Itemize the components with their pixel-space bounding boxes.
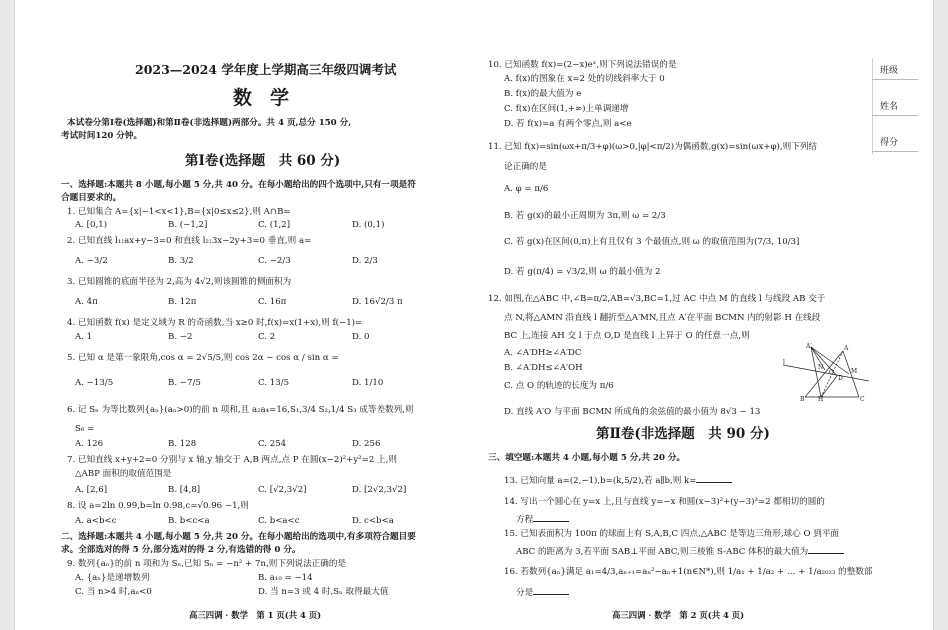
q10-option-c: C. f(x)在区间(1,+∞)上单调递增 bbox=[504, 104, 629, 114]
question-8-stem: 8. 设 a=2ln 0.99,b=ln 0.98,c=√0.96 −1,则 bbox=[67, 501, 249, 511]
q4-option-b: B. −2 bbox=[168, 332, 193, 342]
question-14-line-2 bbox=[516, 513, 569, 526]
q4-option-c: C. 2 bbox=[258, 332, 276, 342]
question-13 bbox=[504, 474, 732, 487]
q11-option-a: A. φ = π/6 bbox=[504, 184, 549, 194]
q1-option-d: D. (0,1) bbox=[352, 220, 385, 230]
q5-option-a: A. −13/5 bbox=[75, 378, 114, 388]
question-12-line-3: BC 上,连接 AH 交 l 于点 O,D 是直线 l 上异于 O 的任意一点,则 bbox=[504, 331, 750, 341]
geometry-figure bbox=[781, 343, 869, 401]
q11-option-b: B. 若 g(x)的最小正周期为 3π,则 ω = 2/3 bbox=[504, 211, 666, 221]
q6-option-b: B. 128 bbox=[168, 439, 197, 449]
fig-label-a1: A′ bbox=[806, 343, 812, 350]
q9-option-a: A. {aₙ}是递增数列 bbox=[75, 573, 150, 583]
fig-label-c: C bbox=[860, 396, 865, 401]
question-1-options bbox=[75, 220, 475, 234]
q7-option-a: A. [2,6] bbox=[75, 485, 108, 495]
intro-line-2: 考试时间120 分钟。 bbox=[61, 131, 143, 141]
q12-option-b: B. ∠A′DH≤∠A′OH bbox=[504, 363, 583, 373]
q2-option-d: D. 2/3 bbox=[352, 256, 378, 266]
q14-text: 方程 bbox=[516, 515, 534, 525]
question-5-options bbox=[75, 378, 475, 392]
q10-option-d: D. 若 f(x)=a 有两个零点,则 a<e bbox=[504, 119, 632, 129]
q8-option-d: D. c<b<a bbox=[352, 516, 394, 526]
question-6-options bbox=[75, 439, 475, 453]
fig-label-o: O bbox=[829, 369, 834, 376]
q6-option-a: A. 126 bbox=[75, 439, 104, 449]
q3-option-a: A. 4π bbox=[75, 297, 98, 307]
exam-page bbox=[14, 0, 934, 630]
question-12-line-2: 点 N,将△AMN 沿直线 l 翻折至△A′MN,且点 A′在平面 BCMN 内的射影 H 在线段 bbox=[504, 313, 821, 323]
question-4-options bbox=[75, 332, 475, 346]
q13-answer-blank bbox=[696, 474, 732, 483]
q14-answer-blank bbox=[533, 513, 569, 522]
q15-text: ABC 的距离为 3,若平面 SAB⊥平面 ABC,则三棱锥 S-ABC 体积的最大值为 bbox=[516, 547, 809, 557]
question-14-line-1: 14. 写出一个圆心在 y=x 上,且与直线 y=−x 和圆(x−3)²+(y−3)²=2 都相切的圆的 bbox=[504, 497, 825, 507]
q3-option-c: C. 16π bbox=[258, 297, 287, 307]
intro-line-1: 本试卷分第Ⅰ卷(选择题)和第Ⅱ卷(非选择题)两部分。共 4 页,总分 150 分, bbox=[67, 118, 352, 128]
page-footer-1: 高三四调 · 数学 第 1 页(共 4 页) bbox=[189, 610, 322, 620]
class-field[interactable]: 班级 bbox=[872, 60, 918, 80]
q8-option-b: B. b<c<a bbox=[168, 516, 210, 526]
q9-option-d: D. 当 n=3 或 4 时,Sₙ 取得最大值 bbox=[258, 587, 389, 597]
question-4-stem: 4. 已知函数 f(x) 是定义域为 R 的奇函数,当 x≥0 时,f(x)=x(1+x),则 f(−1)= bbox=[67, 318, 363, 328]
fig-edge-hd bbox=[821, 376, 837, 397]
q9-option-b: B. a₁₀ = −14 bbox=[258, 573, 313, 583]
q4-option-d: D. 0 bbox=[352, 332, 370, 342]
right-column bbox=[488, 0, 873, 630]
fig-label-b: B bbox=[800, 396, 805, 401]
question-9-options-ab bbox=[75, 573, 475, 587]
fig-label-h: H bbox=[818, 396, 824, 401]
question-15-line-1: 15. 已知表面积为 100π 的球面上有 S,A,B,C 四点,△ABC 是等边三角形,球心 O 到平面 bbox=[504, 529, 840, 539]
q7-option-b: B. [4,8] bbox=[168, 485, 201, 495]
question-9-options-cd bbox=[75, 587, 475, 601]
question-11-stem: 11. 已知 f(x)=sin(ωx+π/3+φ)(ω>0,|φ|<π/2)为偶函数,g(x)=sin(ωx+φ),则下列结 bbox=[488, 142, 818, 152]
q5-option-d: D. 1/10 bbox=[352, 378, 384, 388]
q2-option-a: A. −3/2 bbox=[75, 256, 108, 266]
q6-option-c: C. 254 bbox=[258, 439, 287, 449]
page-footer-2: 高三四调 · 数学 第 2 页(共 4 页) bbox=[612, 610, 745, 620]
fig-label-d: D bbox=[838, 375, 843, 382]
q5-option-c: C. 13/5 bbox=[258, 378, 290, 388]
q8-option-c: C. b<a<c bbox=[258, 516, 300, 526]
question-3-stem: 3. 已知圆锥的底面半径为 2,高为 4√2,则该圆锥的侧面积为 bbox=[67, 277, 292, 287]
q7-option-d: D. [2√2,3√2] bbox=[352, 485, 407, 495]
question-9-stem: 9. 数列{aₙ}的前 n 项和为 Sₙ,已知 Sₙ = −n² + 7n,则下列说法正确的是 bbox=[67, 559, 347, 569]
question-6-stem-cont: S₆ = bbox=[75, 424, 95, 434]
question-11-stem-cont: 论正确的是 bbox=[504, 162, 547, 172]
name-field[interactable]: 姓名 bbox=[872, 96, 918, 116]
q11-option-c: C. 若 g(x)在区间(0,π)上有且仅有 3 个最值点,则 ω 的取值范围为(7/3, 10/3] bbox=[504, 237, 800, 247]
question-5-stem: 5. 已知 α 是第一象限角,cos α = 2√5/5,则 cos 2α − cos α / sin α = bbox=[67, 353, 339, 363]
q4-option-a: A. 1 bbox=[75, 332, 93, 342]
q15-answer-blank bbox=[808, 545, 844, 554]
left-column bbox=[61, 0, 471, 630]
question-12-line-1: 12. 如图,在△ABC 中,∠B=π/2,AB=√3,BC=1,过 AC 中点 M 的直线 l 与线段 AB 交于 bbox=[488, 294, 826, 304]
q12-option-d: D. 直线 A′O 与平面 BCMN 所成角的余弦值的最小值为 8√3 − 13 bbox=[504, 407, 761, 417]
score-field[interactable]: 得分 bbox=[872, 132, 918, 152]
q7-option-c: C. [√2,3√2] bbox=[258, 485, 307, 495]
q8-option-a: A. a<b<c bbox=[75, 516, 117, 526]
question-1-stem: 1. 已知集合 A={x|−1<x<1},B={x|0≤x≤2},则 A∩B= bbox=[67, 207, 291, 217]
question-2-options bbox=[75, 256, 475, 270]
question-16-line-1: 16. 若数列{aₙ}满足 a₁=4/3,aₙ₊₁=aₙ²−aₙ+1(n∈N*),则 1/a₁ + 1/a₂ + … + 1/a₂₀₂₃ 的整数部 bbox=[504, 567, 873, 577]
q3-option-d: D. 16√2/3 π bbox=[352, 297, 403, 307]
fig-label-a: A bbox=[844, 345, 849, 352]
q9-option-c: C. 当 n>4 时,aₙ<0 bbox=[75, 587, 152, 597]
question-7-stem: 7. 已知直线 x+y+2=0 分别与 x 轴,y 轴交于 A,B 两点,点 P 在圆(x−2)²+y²=2 上,则 bbox=[67, 455, 397, 465]
question-2-stem: 2. 已知直线 l₁:ax+y−3=0 和直线 l₂:3x−2y+3=0 垂直,则 a= bbox=[67, 236, 312, 246]
q3-option-b: B. 12π bbox=[168, 297, 197, 307]
q11-option-d: D. 若 g(π/4) = √3/2,则 ω 的最小值为 2 bbox=[504, 267, 661, 277]
question-16-line-2 bbox=[516, 586, 569, 599]
fig-label-m: M bbox=[851, 368, 858, 375]
question-6-stem: 6. 记 Sₙ 为等比数列{aₙ}(aₙ>0)的前 n 项和,且 a₂a₄=16,S₁,3/4 S₂,1/4 S₃ 成等差数列,则 bbox=[67, 405, 414, 415]
question-7-options bbox=[75, 485, 475, 499]
fig-label-n: N bbox=[818, 364, 824, 371]
q13-text: 13. 已知向量 a=(2,−1),b=(k,5/2),若 a∥b,则 k= bbox=[504, 476, 697, 486]
q2-option-b: B. 3/2 bbox=[168, 256, 194, 266]
q10-option-b: B. f(x)的最大值为 e bbox=[504, 89, 582, 99]
question-10-stem: 10. 已知函数 f(x)=(2−x)eˣ,则下列说法错误的是 bbox=[488, 60, 677, 70]
question-7-stem-cont: △ABP 面积的取值范围是 bbox=[75, 469, 172, 479]
q2-option-c: C. −2/3 bbox=[258, 256, 291, 266]
q12-option-c: C. 点 O 的轨迹的长度为 π/6 bbox=[504, 381, 614, 391]
section3-instructions: 三、填空题:本题共 4 小题,每小题 5 分,共 20 分。 bbox=[488, 453, 686, 463]
q5-option-b: B. −7/5 bbox=[168, 378, 201, 388]
q16-answer-blank bbox=[533, 586, 569, 595]
section1-instructions-1: 一、选择题:本题共 8 小题,每小题 5 分,共 40 分。在每小题给出的四个选项中,只有一项是符 bbox=[61, 180, 416, 190]
section1-instructions-2: 合题目要求的。 bbox=[61, 193, 122, 203]
q1-option-a: A. [0,1) bbox=[75, 220, 108, 230]
q6-option-d: D. 256 bbox=[352, 439, 381, 449]
part1-heading: 第Ⅰ卷(选择题 共 60 分) bbox=[185, 153, 341, 169]
fig-label-l: l bbox=[783, 359, 785, 366]
question-8-options bbox=[75, 516, 475, 530]
q16-text: 分是 bbox=[516, 588, 534, 598]
exam-subject: 数学 bbox=[233, 87, 308, 109]
section2-instructions-1: 二、选择题:本题共 4 小题,每小题 5 分,共 20 分。在每小题给出的选项中,有多项符合题目要 bbox=[61, 532, 416, 542]
question-15-line-2 bbox=[516, 545, 844, 558]
section2-instructions-2: 求。全部选对的得 5 分,部分选对的得 2 分,有选错的得 0 分。 bbox=[61, 545, 301, 555]
q10-option-a: A. f(x)的图象在 x=2 处的切线斜率大于 0 bbox=[504, 74, 665, 84]
part2-heading: 第Ⅱ卷(非选择题 共 90 分) bbox=[596, 426, 770, 442]
q1-option-c: C. (1,2] bbox=[258, 220, 291, 230]
q12-option-a: A. ∠A′DH≥∠A′DC bbox=[504, 348, 582, 358]
question-3-options bbox=[75, 297, 475, 311]
exam-title: 2023—2024 学年度上学期高三年级四调考试 bbox=[135, 62, 397, 77]
q1-option-b: B. (−1,2] bbox=[168, 220, 208, 230]
